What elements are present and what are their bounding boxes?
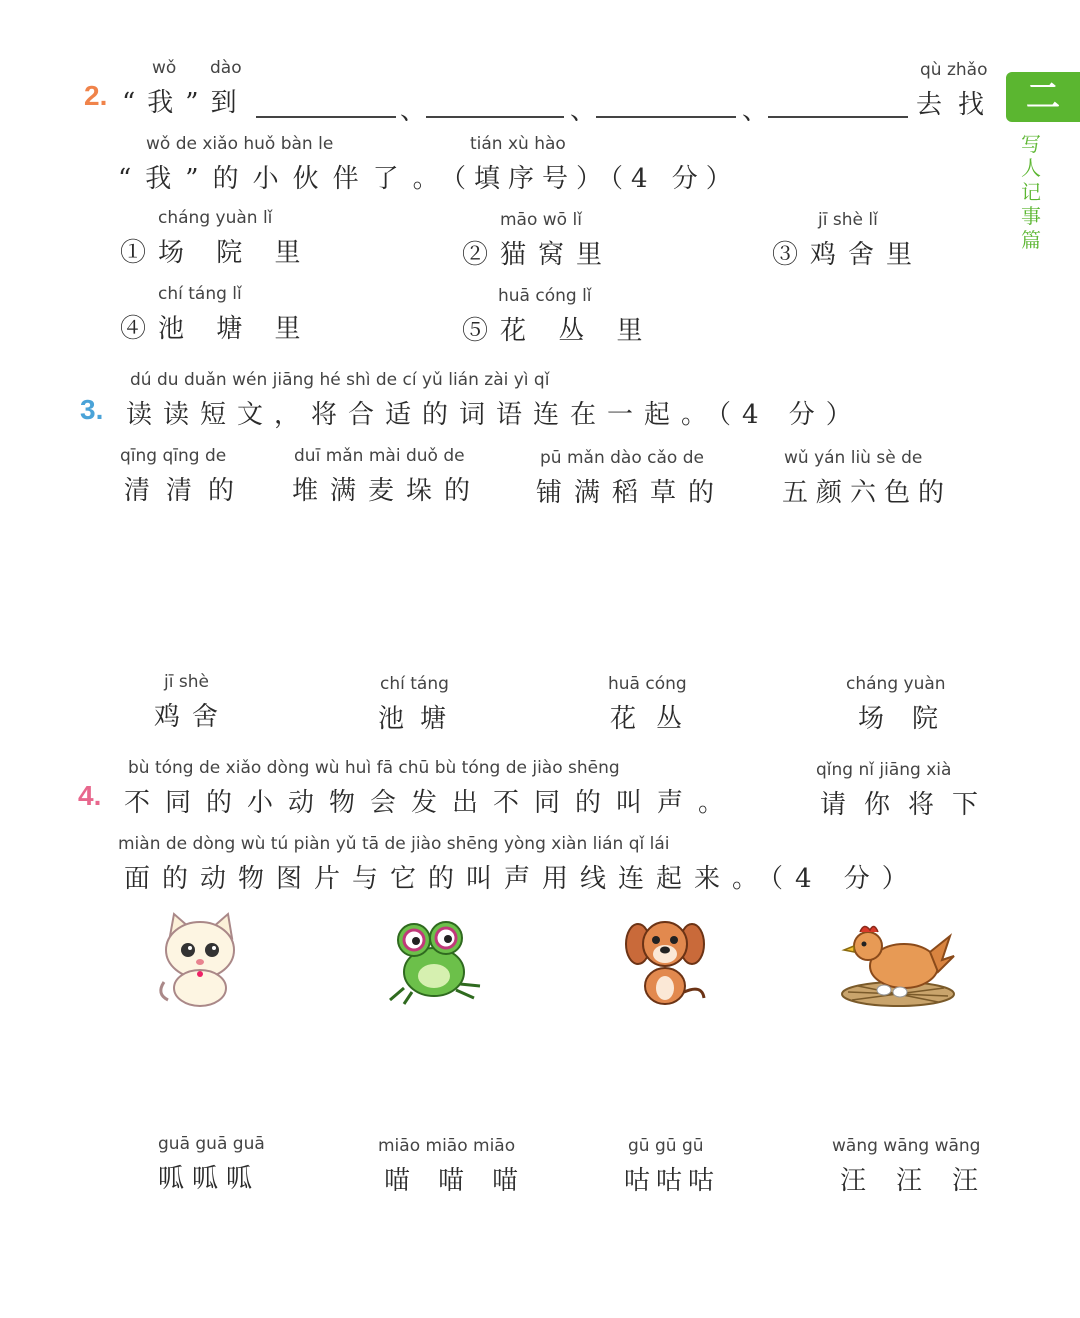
q2-line2-pinyin-b: tián xù hào: [470, 134, 566, 154]
q3-place-pinyin: jī shè: [164, 672, 209, 692]
answer-blank-3[interactable]: [596, 116, 736, 118]
q4-instruction-line1b: 请你将下: [820, 790, 997, 820]
q3-place-pinyin: chí táng: [380, 674, 449, 694]
q4-pinyin-line1b: qǐng nǐ jiāng xià: [816, 760, 952, 780]
q4-instruction-line1: 不同的小动物会发出不同的叫声。: [124, 788, 740, 818]
section-title: 写人记事篇: [1021, 132, 1041, 252]
q3-place: 池塘: [378, 704, 463, 734]
q3-adjective-pinyin: wǔ yán liù sè de: [784, 448, 923, 468]
q2-option-pinyin: cháng yuàn lǐ: [158, 208, 273, 228]
q4-sound: 汪汪汪: [840, 1166, 1009, 1196]
q3-place: 鸡舍: [154, 702, 231, 732]
q2-line2-instruction: （填序号）（4 分）: [440, 164, 740, 194]
q3-number: 3.: [80, 394, 104, 425]
q2-option: ③鸡舍里: [772, 240, 925, 270]
q2-text-wo-dao: “我”到: [122, 88, 249, 118]
q3-place: 花丛: [610, 704, 703, 734]
cat-icon[interactable]: [150, 908, 250, 1008]
q3-adjective: 堆满麦垛的: [292, 476, 483, 506]
section-number: 二: [1026, 77, 1060, 117]
q2-option: ④池 塘 里: [120, 314, 313, 344]
dog-icon[interactable]: [618, 914, 712, 1008]
q2-number: 2.: [84, 80, 108, 111]
q4-sound-pinyin: gū gū gū: [628, 1136, 704, 1156]
q2-pinyin-wo: wǒ: [152, 58, 177, 78]
q2-line2-pinyin: wǒ de xiǎo huǒ bàn le: [146, 134, 334, 154]
q3-place-pinyin: huā cóng: [608, 674, 687, 694]
answer-blank-1[interactable]: [256, 116, 396, 118]
q4-sound-pinyin: wāng wāng wāng: [832, 1136, 981, 1156]
q3-adjective: 五颜六色的: [782, 478, 953, 508]
q4-sound: 呱呱呱: [158, 1164, 261, 1194]
q2-option-pinyin: chí táng lǐ: [158, 284, 242, 304]
frog-icon[interactable]: [384, 914, 484, 1008]
q4-instruction-line2: 面的动物图片与它的叫声用线连起来。（4 分）: [124, 864, 920, 894]
q2-option: ②猫窝里: [462, 240, 615, 270]
q2-pinyin-qu-zhao: qù zhǎo: [920, 60, 988, 80]
q4-pinyin-line1: bù tóng de xiǎo dòng wù huì fā chū bù tóng de jiào shēng: [128, 758, 620, 778]
answer-blank-2[interactable]: [426, 116, 564, 118]
q4-sound: 咕咕咕: [624, 1166, 721, 1196]
q3-place-pinyin: cháng yuàn: [846, 674, 946, 694]
q2-option: ⑤花 丛 里: [462, 316, 655, 346]
hen-icon[interactable]: [838, 916, 960, 1010]
q3-adjective-pinyin: duī mǎn mài duǒ de: [294, 446, 465, 466]
q4-number: 4.: [78, 780, 102, 811]
q2-option-pinyin: māo wō lǐ: [500, 210, 582, 230]
q2-option-pinyin: huā cóng lǐ: [498, 286, 592, 306]
q3-adjective-pinyin: qīng qīng de: [120, 446, 227, 466]
q3-instruction: 读读短文，将合适的词语连在一起。（4 分）: [126, 400, 863, 430]
q3-adjective: 铺满稻草的: [536, 478, 727, 508]
q2-pinyin-dao: dào: [210, 58, 242, 78]
separator: 、: [400, 96, 427, 126]
separator: 、: [742, 96, 769, 126]
q4-sound-pinyin: miāo miāo miāo: [378, 1136, 516, 1156]
q3-adjective: 清清的: [124, 476, 251, 506]
separator: 、: [570, 96, 597, 126]
q4-pinyin-line2: miàn de dòng wù tú piàn yǔ tā de jiào shēng yòng xiàn lián qǐ lái: [118, 834, 670, 854]
q2-line2-text: “我”的小伙伴了。: [118, 164, 453, 194]
answer-blank-4[interactable]: [768, 116, 908, 118]
q2-option: ①场 院 里: [120, 238, 313, 268]
q4-sound-pinyin: guā guā guā: [158, 1134, 265, 1154]
q3-place: 场院: [858, 704, 967, 734]
q3-adjective-pinyin: pū mǎn dào cǎo de: [540, 448, 704, 468]
q3-pinyin: dú du duǎn wén jiāng hé shì de cí yǔ lián zài yì qǐ: [130, 370, 550, 390]
q4-sound: 喵喵喵: [384, 1166, 547, 1196]
q2-option-pinyin: jī shè lǐ: [818, 210, 878, 230]
q2-text-qu-zhao: 去找: [916, 90, 1001, 120]
